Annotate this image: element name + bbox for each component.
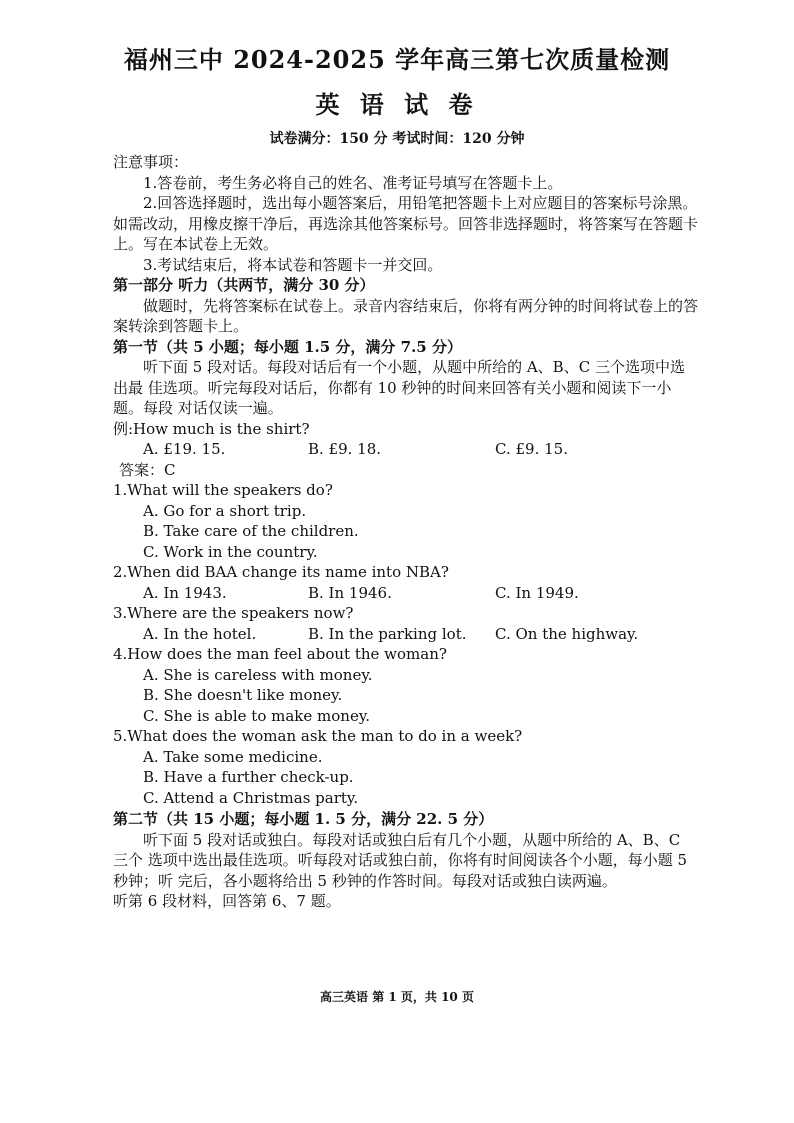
option-c: C. £9. 15.: [495, 440, 568, 458]
notice-item: 2.回答选择题时，选出每小题答案后，用铅笔把答题卡上对应题目的答案标号涂黑。 如需改动，用橡皮擦干净后，再选涂其他答案标号。回答非选择题时，将答案写在答题卡 上。写在本试卷上无效。: [113, 194, 699, 253]
option-a: A. Take some medicine.: [143, 747, 323, 766]
section1-heading: 第一节（共 5 小题；每小题 1.5 分，满分 7.5 分）: [113, 337, 462, 356]
option-a: A. In 1943.: [143, 583, 227, 602]
option-b: B. She doesn't like money.: [143, 686, 343, 704]
question-options: [113, 624, 698, 645]
option-b: B. Take care of the children.: [143, 522, 359, 540]
example-options: [113, 439, 698, 460]
notice-heading: 注意事项：: [113, 153, 189, 171]
notice-item: 3.考试结束后，将本试卷和答题卡一并交回。: [143, 255, 443, 274]
option-c: C. Attend a Christmas party.: [143, 788, 359, 807]
part1-heading: 第一部分 听力（共两节，满分 30 分）: [113, 276, 375, 294]
question-options: [113, 583, 698, 604]
option-a: A. In the hotel.: [143, 624, 257, 643]
section2-material: 听第 6 段材料，回答第 6、7 题。: [113, 892, 341, 910]
notice-item: 1.答卷前，考生务必将自己的姓名、准考证号填写在答题卡上。: [143, 173, 563, 192]
option-c: C. In 1949.: [495, 583, 579, 602]
section1-instruction: 听下面 5 段对话。每段对话后有一个小题，从题中所给的 A、B、C 三个选项中选出最 佳选项。听完每段对话后，你都有 10 秒钟的时间来回答有关小题和阅读下一小题。每段 对话仅读一遍。: [113, 358, 685, 417]
question-stem: 4.How does the man feel about the woman?: [113, 645, 447, 663]
part1-instruction: 做题时，先将答案标在试卷上。录音内容结束后，你将有两分钟的时间将试卷上的答 案转涂到答题卡上。: [113, 296, 699, 335]
page-footer: 高三英语 第 1 页，共 10 页: [320, 990, 474, 1004]
option-c: C. Work in the country.: [143, 542, 318, 561]
question-stem: 1.What will the speakers do?: [113, 481, 333, 499]
option-b: B. £9. 18.: [308, 440, 382, 458]
example-answer: 答案：C: [119, 460, 176, 479]
section2-instruction: 听下面 5 段对话或独白。每段对话或独白后有几个小题，从题中所给的 A、B、C 三个 选项中选出最佳选项。听每段对话或独白前，你将有时间阅读各个小题，每小题 5 秒钟；听 完后，各小题将给出 5 秒钟的作答时间。每段对话或独白读两遍。: [113, 830, 688, 890]
question-list: [113, 480, 698, 808]
option-b: B. In 1946.: [308, 583, 392, 602]
example-question: 例:How much is the shirt?: [113, 419, 310, 438]
option-b: B. Have a further check-up.: [143, 768, 354, 786]
question-stem: 3.Where are the speakers now?: [113, 604, 354, 622]
option-a: A. £19. 15.: [143, 440, 226, 458]
option-a: A. Go for a short trip.: [143, 501, 307, 520]
section2-heading: 第二节（共 15 小题；每小题 1. 5 分，满分 22. 5 分）: [113, 810, 494, 828]
option-c: C. She is able to make money.: [143, 706, 371, 725]
option-a: A. She is careless with money.: [143, 665, 373, 684]
question-stem: 5.What does the woman ask the man to do in a week?: [113, 727, 523, 745]
exam-subtitle: 英 语 试 卷: [315, 90, 479, 119]
option-c: C. On the highway.: [495, 624, 639, 643]
option-b: B. In the parking lot.: [308, 624, 467, 643]
exam-title: 福州三中 2024-2025 学年高三第七次质量检测: [123, 45, 671, 74]
exam-content: [113, 152, 698, 912]
question-stem: 2.When did BAA change its name into NBA?: [113, 563, 449, 581]
exam-meta: 试卷满分：150 分 考试时间：120 分钟: [269, 131, 525, 147]
